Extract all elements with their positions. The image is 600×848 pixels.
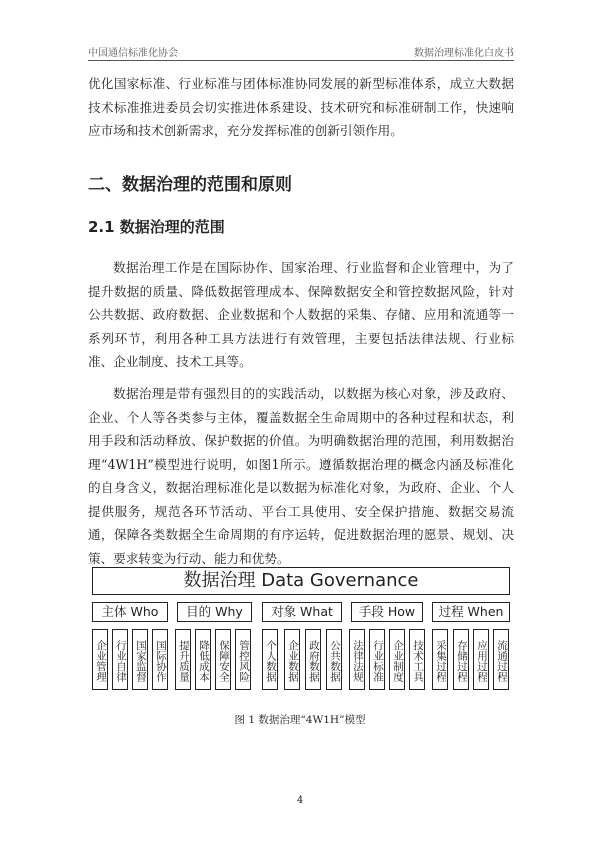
category-why: 目的 Why bbox=[177, 602, 252, 622]
page-header bbox=[88, 42, 514, 61]
category-when: 过程 When bbox=[432, 602, 510, 622]
header-document-title: 数据治理标准化白皮书 bbox=[414, 48, 514, 59]
item-circulation-process: 流通过程 bbox=[493, 629, 509, 690]
category-who: 主体 Who bbox=[92, 602, 168, 622]
scope-paragraph-2: 数据治理是带有强烈目的的实践活动，以数据为核心对象，涉及政府、企业、个人等各类参与主体，覆盖数据全生命周期中的各种过程和状态，利用手段和活动释放、保护数据的价值。为明确数据治理的范围，利用数据治理“4W1H”模型进行说明，如图1所示。遵循数据治理的概念内涵及标准化的自身含义，数据治理标准化是以数据为标准化对象，为政府、企业、个人提供服务，规范各环节活动、平台工具使用、安全保护措施、数据交易流通，保障各类数据全生命周期的有序运转，促进数据治理的愿景、规划、决策、要求转变为行动、能力和优势。 bbox=[88, 386, 514, 566]
figure-caption: 图 1 数据治理“4W1H”模型 bbox=[234, 714, 366, 726]
item-enterprise-rules: 企业制度 bbox=[389, 629, 405, 690]
category-what: 对象 What bbox=[262, 602, 342, 622]
item-improve-quality: 提升质量 bbox=[175, 629, 191, 690]
item-government-data: 政府数据 bbox=[305, 629, 321, 690]
item-personal-data: 个人数据 bbox=[262, 629, 278, 690]
item-storage-process: 存储过程 bbox=[453, 629, 469, 690]
item-collection-process: 采集过程 bbox=[432, 629, 448, 690]
item-reduce-cost: 降低成本 bbox=[195, 629, 211, 690]
item-industry-standards: 行业标准 bbox=[369, 629, 385, 690]
subsection-heading: 2.1 数据治理的范围 bbox=[88, 218, 225, 236]
diagram-title: 数据治理 Data Governance bbox=[92, 567, 510, 595]
header-organization: 中国通信标准化协会 bbox=[88, 48, 178, 59]
item-enterprise-management: 企业管理 bbox=[92, 629, 108, 690]
4w1h-diagram bbox=[92, 567, 510, 695]
item-industry-self-discipline: 行业自律 bbox=[112, 629, 128, 690]
item-enterprise-data: 企业数据 bbox=[284, 629, 300, 690]
item-public-data: 公共数据 bbox=[326, 629, 342, 690]
page-number: 4 bbox=[296, 795, 304, 806]
intro-paragraph: 优化国家标准、行业标准与团体标准协同发展的新型标准体系，成立大数据技术标准推进委员会切实推进体系建设、技术研究和标准研制工作，快速响应市场和技术创新需求，充分发挥标准的创新引领作用。 bbox=[88, 76, 514, 138]
item-national-supervision: 国家监督 bbox=[132, 629, 148, 690]
item-ensure-security: 保障安全 bbox=[215, 629, 231, 690]
scope-paragraph-1: 数据治理工作是在国际协作、国家治理、行业监督和企业管理中，为了提升数据的质量、降低数据管理成本、保障数据安全和管控数据风险，针对公共数据、政府数据、企业数据和个人数据的采集、存储、应用和流通等一系列环节，利用各种工具方法进行有效管理，主要包括法律法规、行业标准、企业制度、技术工具等。 bbox=[88, 260, 514, 369]
item-technical-tools: 技术工具 bbox=[409, 629, 425, 690]
item-application-process: 应用过程 bbox=[473, 629, 489, 690]
category-how: 手段 How bbox=[351, 602, 423, 622]
item-control-risk: 管控风险 bbox=[235, 629, 251, 690]
item-laws-regulations: 法律法规 bbox=[349, 629, 365, 690]
section-heading: 二、数据治理的范围和原则 bbox=[88, 175, 292, 195]
item-international-cooperation: 国际协作 bbox=[152, 629, 168, 690]
